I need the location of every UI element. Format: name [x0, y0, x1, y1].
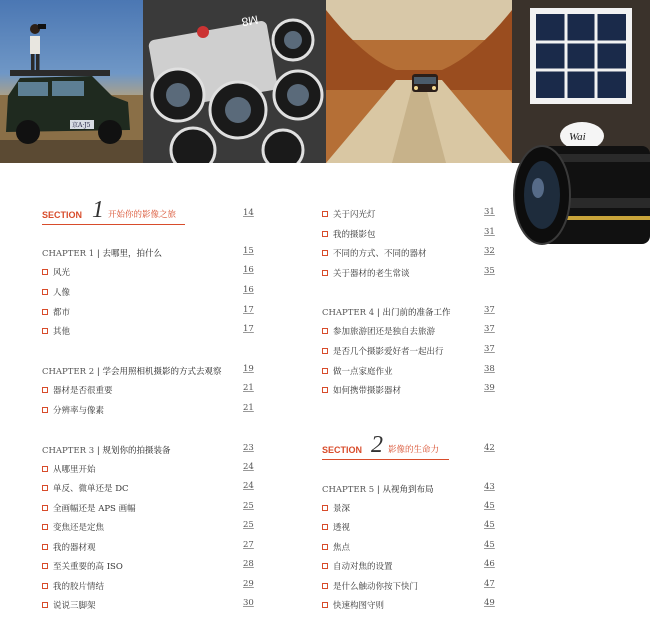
bullet-icon	[42, 309, 48, 315]
section-number: 2	[371, 432, 383, 458]
toc-item-text: 至关重要的高 ISO	[53, 562, 123, 572]
toc-item[interactable]	[42, 501, 136, 517]
toc-item-page[interactable]: 25	[243, 501, 254, 511]
chapter-4-heading[interactable]	[322, 305, 450, 321]
chapter-separator: |	[96, 367, 100, 377]
toc-item[interactable]	[322, 520, 350, 536]
chapter-title: 学会用照相机摄影的方式去观察	[102, 367, 222, 377]
toc-item-page[interactable]: 17	[243, 305, 254, 315]
chapter-1-page[interactable]: 15	[243, 246, 254, 256]
toc-item-page[interactable]: 38	[484, 364, 495, 374]
bullet-icon	[42, 524, 48, 530]
bullet-icon	[322, 328, 328, 334]
section-1-heading[interactable]	[42, 198, 255, 222]
toc-item-page[interactable]: 30	[243, 598, 254, 608]
toc-item-page[interactable]: 31	[484, 207, 495, 217]
bullet-icon	[42, 583, 48, 589]
nikon-lens-art	[512, 118, 650, 258]
toc-item[interactable]	[42, 403, 104, 419]
toc-item-text: 我的摄影包	[333, 230, 376, 240]
bullet-icon	[322, 250, 328, 256]
chapter-label: CHAPTER 3	[42, 446, 95, 456]
toc-item-page[interactable]: 24	[243, 462, 254, 472]
chapter-5-heading[interactable]	[322, 482, 433, 498]
toc-item-text: 不同的方式、不同的器材	[333, 249, 427, 259]
toc-item-text: 透视	[333, 523, 351, 533]
toc-item-text: 是什么触动你按下快门	[333, 582, 419, 592]
bullet-icon	[42, 563, 48, 569]
toc-item-page[interactable]: 35	[484, 266, 495, 276]
bullet-icon	[42, 602, 48, 608]
toc-item-page[interactable]: 37	[484, 344, 495, 354]
section-2-page[interactable]: 42	[484, 443, 495, 453]
toc-item-page[interactable]: 32	[484, 246, 495, 256]
toc-item-page[interactable]: 46	[484, 559, 495, 569]
toc-item[interactable]	[322, 344, 444, 360]
photo-photographer-on-car-art	[0, 0, 143, 163]
chapter-1-heading[interactable]	[42, 246, 162, 262]
bullet-icon	[322, 544, 328, 550]
toc-item[interactable]	[322, 324, 435, 340]
bullet-icon	[42, 505, 48, 511]
toc-item[interactable]	[42, 598, 96, 614]
bullet-icon	[322, 563, 328, 569]
toc-item-text: 自动对焦的设置	[333, 562, 393, 572]
toc-item-text: 关于闪光灯	[333, 210, 376, 220]
toc-item[interactable]	[322, 598, 384, 614]
toc-item[interactable]	[42, 579, 104, 595]
section-title: 开始你的影像之旅	[108, 210, 177, 220]
bullet-icon	[42, 328, 48, 334]
toc-item-text: 都市	[53, 308, 71, 318]
toc-item[interactable]	[322, 227, 376, 243]
section-underline	[42, 224, 185, 225]
bullet-icon	[322, 583, 328, 589]
toc-item[interactable]	[42, 540, 96, 556]
toc-item-text: 参加旅游团还是独自去旅游	[333, 327, 436, 337]
toc-item[interactable]	[42, 324, 70, 340]
toc-item-text: 分辨率与像素	[53, 406, 105, 416]
bullet-icon	[42, 387, 48, 393]
chapter-title: 规划你的拍摄装备	[102, 446, 171, 456]
toc-item[interactable]	[42, 285, 70, 301]
chapter-2-heading[interactable]	[42, 364, 221, 380]
chapter-5-page[interactable]: 43	[484, 482, 495, 492]
toc-item[interactable]	[42, 305, 70, 321]
bullet-icon	[42, 269, 48, 275]
toc-item-text: 关于器材的老生常谈	[333, 269, 410, 279]
toc-item-text: 做一点家庭作业	[333, 367, 393, 377]
chapter-label: CHAPTER 4	[322, 308, 375, 318]
chapter-3-heading[interactable]	[42, 443, 170, 459]
toc-item[interactable]	[322, 364, 393, 380]
toc-item-page[interactable]: 21	[243, 383, 254, 393]
section-title: 影像的生命力	[388, 445, 440, 455]
toc-item[interactable]	[42, 559, 123, 575]
bullet-icon	[322, 387, 328, 393]
toc-item-page[interactable]: 16	[243, 265, 254, 275]
toc-item-page[interactable]: 29	[243, 579, 254, 589]
section-1-page[interactable]: 14	[243, 208, 254, 218]
toc-item-text: 说说三脚架	[53, 601, 96, 611]
toc-item[interactable]	[322, 266, 410, 282]
chapter-title: 去哪里，拍什么	[102, 249, 162, 259]
toc-item-page[interactable]: 21	[243, 403, 254, 413]
toc-item-page[interactable]: 49	[484, 598, 495, 608]
toc-item[interactable]	[322, 559, 393, 575]
toc-item-page[interactable]: 37	[484, 324, 495, 334]
section-underline	[322, 459, 449, 460]
photo-rangefinder-cameras	[143, 0, 326, 163]
toc-item-text: 器材是否很重要	[53, 386, 113, 396]
toc-item-text: 单反、微单还是 DC	[53, 484, 129, 494]
bullet-icon	[322, 368, 328, 374]
toc-item-text: 如何携带摄影器材	[333, 386, 402, 396]
toc-item-text: 人像	[53, 288, 71, 298]
photo-autumn-road	[326, 0, 512, 163]
toc-item-page[interactable]: 24	[243, 481, 254, 491]
toc-item-page[interactable]: 17	[243, 324, 254, 334]
bullet-icon	[42, 407, 48, 413]
car-plate-text: 京A·J5	[72, 122, 91, 129]
chapter-title: 从视角到布局	[382, 485, 434, 495]
toc-item[interactable]	[322, 540, 350, 556]
toc-item-text: 风光	[53, 268, 71, 278]
toc-item-text: 全画幅还是 APS 画幅	[53, 504, 136, 514]
toc-item[interactable]	[322, 501, 350, 517]
section-label: SECTION	[322, 445, 363, 455]
photo-autumn-road-art	[326, 0, 512, 163]
bullet-icon	[42, 466, 48, 472]
chapter-separator: |	[376, 485, 380, 495]
toc-item[interactable]	[42, 481, 129, 497]
toc-item-page[interactable]: 45	[484, 501, 495, 511]
toc-item-text: 变焦还是定焦	[53, 523, 105, 533]
photo-photographer-on-car	[0, 0, 143, 163]
toc-item-text: 焦点	[333, 543, 351, 553]
toc-item[interactable]	[42, 520, 104, 536]
toc-item-text: 从哪里开始	[53, 465, 96, 475]
bullet-icon	[42, 485, 48, 491]
bullet-icon	[322, 348, 328, 354]
toc-item-text: 快速构图守则	[333, 601, 385, 611]
bullet-icon	[322, 231, 328, 237]
toc-item-page[interactable]: 28	[243, 559, 254, 569]
toc-item-page[interactable]: 25	[243, 520, 254, 530]
toc-item[interactable]	[322, 579, 418, 595]
toc-item-text: 我的胶片情结	[53, 582, 105, 592]
bullet-icon	[322, 505, 328, 511]
bullet-icon	[322, 270, 328, 276]
section-2-heading[interactable]	[322, 433, 482, 457]
toc-item[interactable]	[42, 383, 113, 399]
toc-item[interactable]	[322, 246, 427, 262]
toc-item-page[interactable]: 47	[484, 579, 495, 589]
chapter-separator: |	[96, 446, 100, 456]
toc-item-text: 景深	[333, 504, 351, 514]
chapter-separator: |	[376, 308, 380, 318]
toc-item[interactable]	[42, 462, 96, 478]
chapter-label: CHAPTER 1	[42, 249, 95, 259]
photo-rangefinder-cameras-art	[143, 0, 326, 163]
chapter-label: CHAPTER 2	[42, 367, 95, 377]
bullet-icon	[322, 524, 328, 530]
toc-item[interactable]	[42, 265, 70, 281]
toc-item-page[interactable]: 16	[243, 285, 254, 295]
bullet-icon	[322, 602, 328, 608]
toc-item-page[interactable]: 39	[484, 383, 495, 393]
toc-item-text: 我的器材观	[53, 543, 96, 553]
chapter-separator: |	[96, 249, 100, 259]
toc-item-text: 是否几个摄影爱好者一起出行	[333, 347, 444, 357]
chapter-title: 出门前的准备工作	[382, 308, 451, 318]
bullet-icon	[322, 211, 328, 217]
chapter-2-page[interactable]: 19	[243, 364, 254, 374]
nikon-lens-photo	[512, 118, 650, 258]
toc-item-page[interactable]: 45	[484, 520, 495, 530]
section-label: SECTION	[42, 210, 83, 220]
toc-item-page[interactable]: 27	[243, 540, 254, 550]
toc-item-text: 其他	[53, 327, 71, 337]
toc-item-page[interactable]: 31	[484, 227, 495, 237]
bullet-icon	[42, 544, 48, 550]
toc-item-page[interactable]: 45	[484, 540, 495, 550]
toc-item[interactable]	[322, 207, 376, 223]
camera-model-text: M8	[240, 12, 260, 30]
lens-sticker-text: Wai	[569, 131, 586, 143]
section-number: 1	[92, 197, 104, 223]
chapter-4-page[interactable]: 37	[484, 305, 495, 315]
bullet-icon	[42, 289, 48, 295]
toc-item[interactable]	[322, 383, 401, 399]
chapter-label: CHAPTER 5	[322, 485, 375, 495]
chapter-3-page[interactable]: 23	[243, 443, 254, 453]
